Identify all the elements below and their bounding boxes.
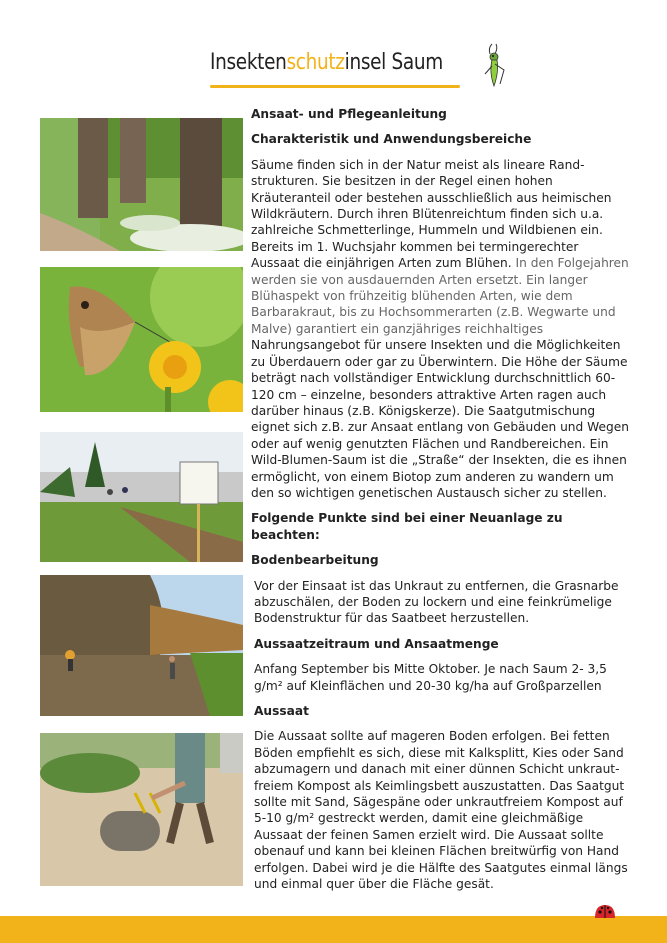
paragraph-bodenbearbeitung: Vor der Einsaat ist das Unkraut zu entfernen, die Grasnarbe abzuschälen, der Boden zu lockern und eine feinkrümelige Bodenstruktur für das Saatbeet herzustellen. bbox=[254, 578, 619, 626]
heading-ansaat: Ansaat- und Pflegeanleitung bbox=[251, 107, 447, 121]
title-underline bbox=[210, 85, 460, 88]
photo-tree-path bbox=[40, 118, 243, 251]
title-part-2: schutz bbox=[286, 50, 345, 75]
photo-field-workers bbox=[40, 575, 243, 716]
heading-punkte: Folgende Punkte sind bei einer Neuanlage zu beachten: bbox=[251, 511, 563, 542]
charakteristik-text-gray: In den Folgejahren werden sie von ausdauernden Arten ersetzt. Ein langer Blühaspekt von frühzeitig blühenden Arten, wie dem Barbarakraut, bis zu Hochsommerarten (z.B. Wegwarte und Malve) garantiert ein ganzjähriges reichhaltiges bbox=[251, 256, 629, 336]
heading-aussaat: Aussaat bbox=[254, 704, 309, 718]
footer-bar bbox=[0, 916, 667, 943]
heading-charakteristik: Charakteristik und Anwendungsbereiche bbox=[251, 132, 532, 147]
paragraph-aussaat: Die Aussaat sollte auf mageren Boden erfolgen. Bei fetten Böden empfiehlt es sich, diese mit Kalksplitt, Kies oder Sand abzumagern und danach mit einer dünnen Schicht unkrautfreiem Kompost als Keimlingsbett auszustatten. Das Saatgut sollte mit Sand, Sägespäne oder unkrautfreiem Kompost auf 5-10 g/m² gestreckt werden, damit eine gleichmäßige Aussaat der feinen Samen erzielt wird. Die Aussaat sollte obenauf und kann bei kleinen Flächen breitwürfig von Hand erfolgen. Dabei wird je die Hälfte des Saatgutes einmal längs und einmal quer über die Fläche gesät. bbox=[254, 729, 628, 892]
paragraph-aussaatzeitraum: Anfang September bis Mitte Oktober. Je nach Saum 2- 3,5 g/m² auf Kleinflächen und 20-30 kg/ha auf Großparzellen bbox=[254, 662, 607, 693]
charakteristik-text-2: Nahrungsangebot für unsere Insekten und die Möglichkeiten zu Überdauern oder gar zu Überwintern. Die Höhe der Säume beträgt nach vollständiger Entwicklung durchschnittlich 60-120 cm – einzelne, besonders attraktive Arten ragen auch darüber hinaus (z.B. Königskerze). Die Saatgutmischung eignet sich z.B. zur Ansaat entlang von Gebäuden und Wegen oder auf wenig genutzten Flächen und Randbereichen. Ein Wild-Blumen-Saum ist die „Straße“ der Insekten, die es ihnen ermöglicht, von einem Biotop zum anderen zu wandern um den so wichtigen genetischen Austausch sicher zu stellen. bbox=[251, 338, 629, 500]
photo-butterfly bbox=[40, 267, 243, 412]
page-title bbox=[210, 40, 460, 90]
photo-sign-strip bbox=[40, 432, 243, 562]
main-text bbox=[251, 106, 629, 901]
photo-lawn-roller bbox=[40, 733, 243, 886]
ladybug-icon bbox=[593, 903, 617, 919]
title-part-1: Insekten bbox=[210, 50, 287, 75]
charakteristik-text-1: Säume finden sich in der Natur meist als lineare Randstrukturen. Sie besitzen in der Regel einen hohen Kräuteranteil oder bestehen ausschließlich aus heimischen Wildkräutern. Durch ihren Blütenreichtum finden sich u.a. zahlreiche Schmetterlinge, Hummeln und Wildbienen ein. Bereits im 1. Wuchsjahr kommen bei termingerechter Aussaat die einjährigen Arten zum Blühen. bbox=[251, 157, 612, 271]
heading-bodenbearbeitung: Bodenbearbeitung bbox=[251, 553, 379, 568]
heading-aussaatzeitraum: Aussaatzeitraum und Ansaatmenge bbox=[254, 636, 499, 651]
title-part-3: insel Saum bbox=[344, 50, 443, 75]
paragraph-charakteristik bbox=[251, 157, 629, 502]
grasshopper-icon bbox=[480, 40, 510, 92]
